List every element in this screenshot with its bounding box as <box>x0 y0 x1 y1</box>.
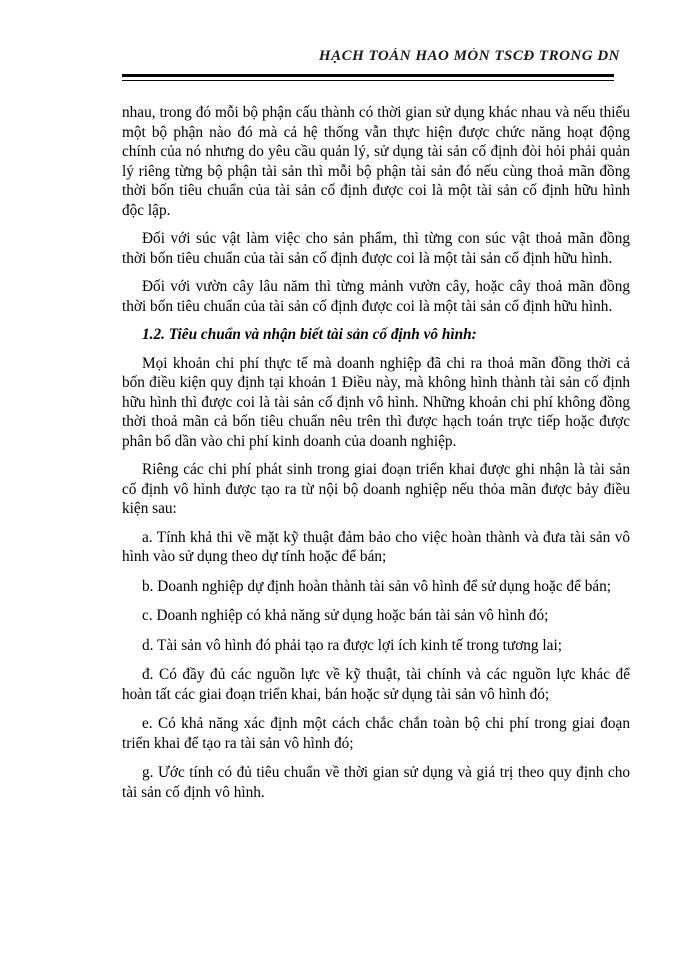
paragraph-perennial-garden: Đối với vườn cây lâu năm thì từng mảnh vườn cây, hoặc cây thoả mãn đồng thời bốn tiêu chuẩn của tài sản cố định được coi là một tài sản cố định hữu hình. <box>122 278 630 315</box>
header-rule-thin <box>122 80 614 81</box>
condition-b: b. Doanh nghiệp dự định hoàn thành tài sản vô hình để sử dụng hoặc để bán; <box>142 577 612 595</box>
condition-d: d. Tài sản vô hình đó phải tạo ra được lợi ích kinh tế trong tương lai; <box>142 636 562 654</box>
condition-a: a. Tính khả thi về mặt kỹ thuật đảm bảo cho việc hoàn thành và đưa tài sản vô hình vào sử dụng theo dự tính hoặc để bán; <box>122 528 630 565</box>
condition-g: g. Ước tính có đủ tiêu chuẩn về thời gian sử dụng và giá trị theo quy định cho tài sản cố định vô hình. <box>122 764 630 801</box>
paragraph-livestock: Đối với súc vật làm việc cho sản phẩm, thì từng con súc vật thoả mãn đồng thời bốn tiêu chuẩn của tài sản cố định được coi là một tài sản cố định hữu hình. <box>122 230 630 267</box>
condition-c: c. Doanh nghiệp có khả năng sử dụng hoặc bán tài sản vô hình đó; <box>142 607 549 624</box>
paragraph-intangible-definition: Mọi khoản chi phí thực tế mà doanh nghiệp đã chi ra thoả mãn đồng thời cả bốn điều kiện quy định tại khoản 1 Điều này, mà không hình thành tài sản cố định hữu hình thì được coi là tài sản cố định vô hình. Những khoản chi phí không đồng thời thoả mãn cả bốn tiêu chuẩn nêu trên thì được hạch toán trực tiếp hoặc được phân bổ dần vào chi phí kinh doanh của doanh nghiệp. <box>122 354 630 450</box>
header-rule-thick <box>122 74 614 77</box>
condition-dd: đ. Có đầy đủ các nguồn lực về kỹ thuật, tài chính và các nguồn lực khác để hoàn tất các giai đoạn triển khai, bán hoặc sử dụng tài sản vô hình đó; <box>122 666 630 703</box>
running-header-title: HẠCH TOÁN HAO MÒN TSCĐ TRONG DN <box>318 48 620 64</box>
condition-e: e. Có khả năng xác định một cách chắc chắn toàn bộ chi phí trong giai đoạn triển khai để tạo ra tài sản vô hình đó; <box>122 715 630 752</box>
paragraph-development-costs: Riêng các chi phí phát sinh trong giai đoạn triển khai được ghi nhận là tài sản cố định vô hình được tạo ra từ nội bộ doanh nghiệp nếu thỏa mãn được bảy điều kiện sau: <box>122 461 630 517</box>
document-body <box>122 103 630 812</box>
paragraph-continuation: nhau, trong đó mỗi bộ phận cấu thành có thời gian sử dụng khác nhau và nếu thiếu một bộ phận nào đó mà cả hệ thống vẫn thực hiện được chức năng hoạt động chính của nó nhưng do yêu cầu quản lý, sử dụng tài sản cố định đòi hỏi phải quản lý riêng từng bộ phận tài sản thì mỗi bộ phận tài sản đó nếu cùng thoả mãn đồng thời bốn tiêu chuẩn của tài sản cố định được coi là một tài sản cố định hữu hình độc lập. <box>122 104 630 219</box>
section-heading: 1.2. Tiêu chuẩn và nhận biết tài sản cố định vô hình: <box>142 326 477 343</box>
